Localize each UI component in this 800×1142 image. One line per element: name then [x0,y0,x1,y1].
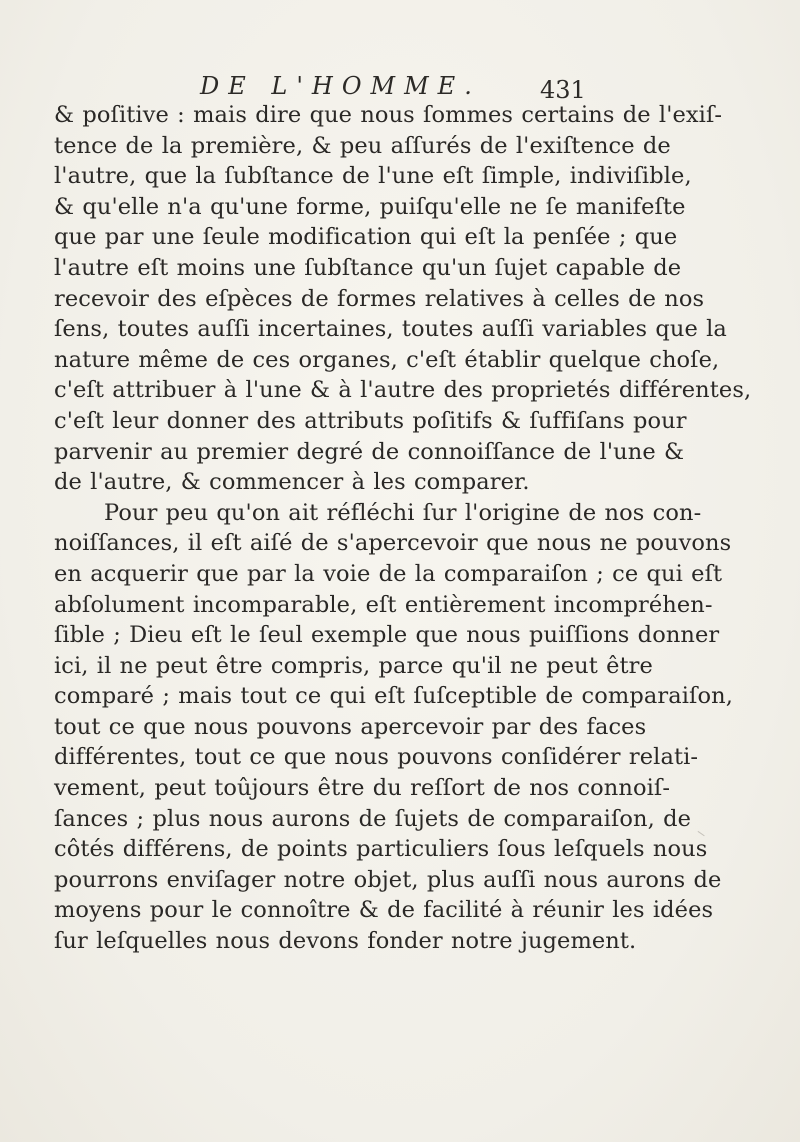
paragraph-start-line: Pour peu qu'on ait réfléchi ſur l'origine de nos con- [104,499,702,526]
running-title: DE L'HOMME. [200,72,481,100]
text-line: en acquerir que par la voie de la comparaiſon ; ce qui eſt [54,560,723,587]
text-line: abſolument incomparable, eſt entièrement incompréhen- [54,591,713,618]
page-number: 431 [540,76,586,104]
text-line: tout ce que nous pouvons apercevoir par des faces [54,713,647,740]
body-text [54,100,770,957]
text-line: ici, il ne peut être compris, parce qu'il ne peut être [54,652,653,679]
text-line: recevoir des eſpèces de formes relatives à celles de nos [54,285,705,312]
text-line: c'eſt attribuer à l'une & à l'autre des proprietés différentes, [54,377,752,404]
text-line: tence de la première, & peu aſſurés de l'exiſtence de [54,132,671,159]
text-line: & poſitive : mais dire que nous ſommes certains de l'exiſ- [54,102,723,128]
text-line: noiſſances, il eſt aiſé de s'apercevoir que nous ne pouvons [54,530,732,557]
text-line: de l'autre, & commencer à les comparer. [54,469,530,496]
text-line: moyens pour le connoître & de facilité à réunir les idées [54,897,714,924]
text-line: pourrons enviſager notre objet, plus auſſi nous aurons de [54,866,722,893]
text-line: côtés différens, de points particuliers ſous leſquels nous [54,836,708,863]
text-line: ſances ; plus nous aurons de ſujets de comparaiſon, de [54,805,692,832]
text-line: parvenir au premier degré de connoiſſance de l'une & [54,438,685,465]
text-line: ſur leſquelles nous devons fonder notre jugement. [54,928,637,955]
text-line: comparé ; mais tout ce qui eſt ſuſceptible de comparaiſon, [54,683,733,710]
text-line: différentes, tout ce que nous pouvons conſidérer relati- [54,744,699,771]
text-line: nature même de ces organes, c'eſt établir quelque choſe, [54,346,720,373]
text-line: c'eſt leur donner des attributs poſitifs & ſuffiſans pour [54,407,687,434]
text-line: & qu'elle n'a qu'une forme, puiſqu'elle ne ſe manifeſte [54,193,686,220]
text-line: ſible ; Dieu eſt le ſeul exemple que nous puiſſions donner [54,622,720,649]
text-line: l'autre eſt moins une ſubſtance qu'un ſujet capable de [54,254,682,281]
text-line: l'autre, que la ſubſtance de l'une eſt ſimple, indiviſible, [54,163,692,190]
text-line: que par une ſeule modification qui eſt la penſée ; que [54,224,678,251]
text-line: vement, peut toûjours être du reſſort de nos connoiſ- [54,775,671,802]
text-line: ſens, toutes auſſi incertaines, toutes auſſi variables que la [54,316,727,343]
